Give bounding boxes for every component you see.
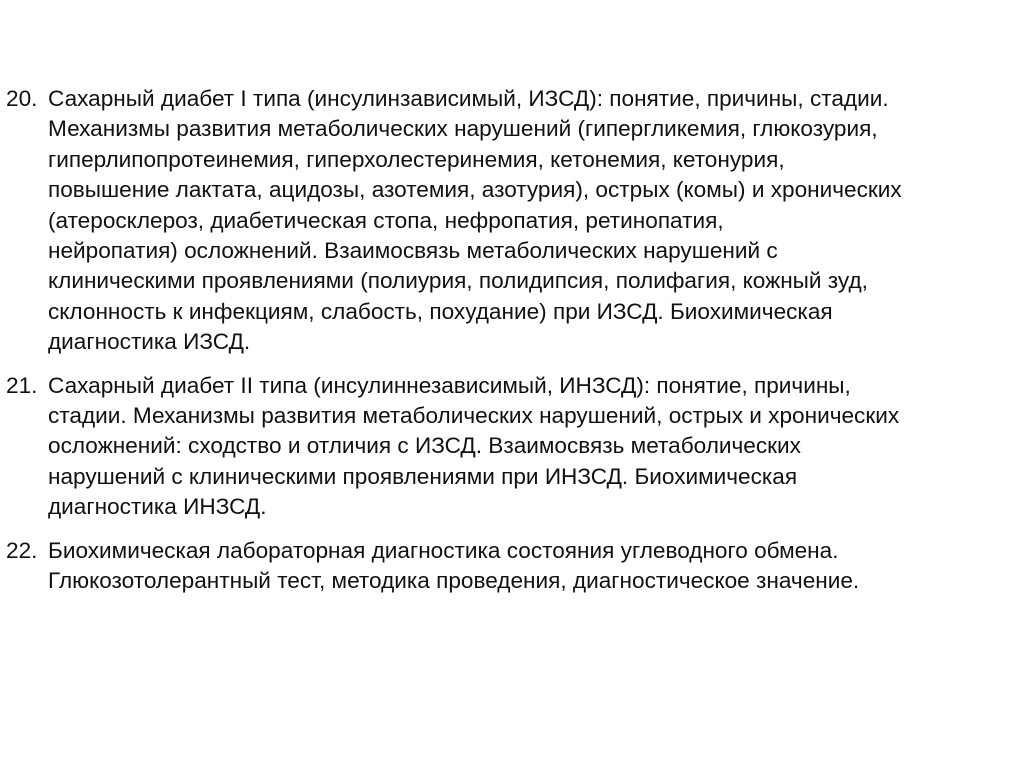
question-number: 22. (6, 537, 38, 563)
question-item-22 (6, 536, 1016, 597)
question-text: Сахарный диабет II типа (инсулиннезависимый, ИНЗСД): понятие, причины, стадии. Механизмы развития метаболических нарушений, острых и хронических осложнений: сходство и отличия с ИЗСД. Взаимосвязь метаболических нарушений с клиническими проявлениями при ИНЗСД. Биохимическая диагностика ИНЗСД. (48, 372, 900, 520)
question-item-20 (6, 84, 1016, 358)
question-item-21 (6, 371, 1016, 523)
question-text: Сахарный диабет I типа (инсулинзависимый, ИЗСД): понятие, причины, стадии. Механизмы развития метаболических нарушений (гипергликемия, глюкозурия, гиперлипопротеинемия, гиперхолестеринемия, кетонемия, кетонурия, повышение лактата, ацидозы, азотемия, азотурия), острых (комы) и хронических (атеросклероз, диабетическая стопа, нефропатия, ретинопатия, нейропатия) осложнений. Взаимосвязь метаболических нарушений с клиническими проявлениями (полиурия, полидипсия, полифагия, кожный зуд, склонность к инфекциям, слабость, похудание) при ИЗСД. Биохимическая диагностика ИЗСД. (48, 86, 902, 355)
question-list (6, 84, 1016, 597)
question-number: 20. (6, 86, 38, 111)
question-number: 21. (6, 372, 38, 398)
question-text: Биохимическая лабораторная диагностика состояния углеводного обмена. Глюкозотолерантный тест, методика проведения, диагностическое значение. (48, 537, 860, 594)
